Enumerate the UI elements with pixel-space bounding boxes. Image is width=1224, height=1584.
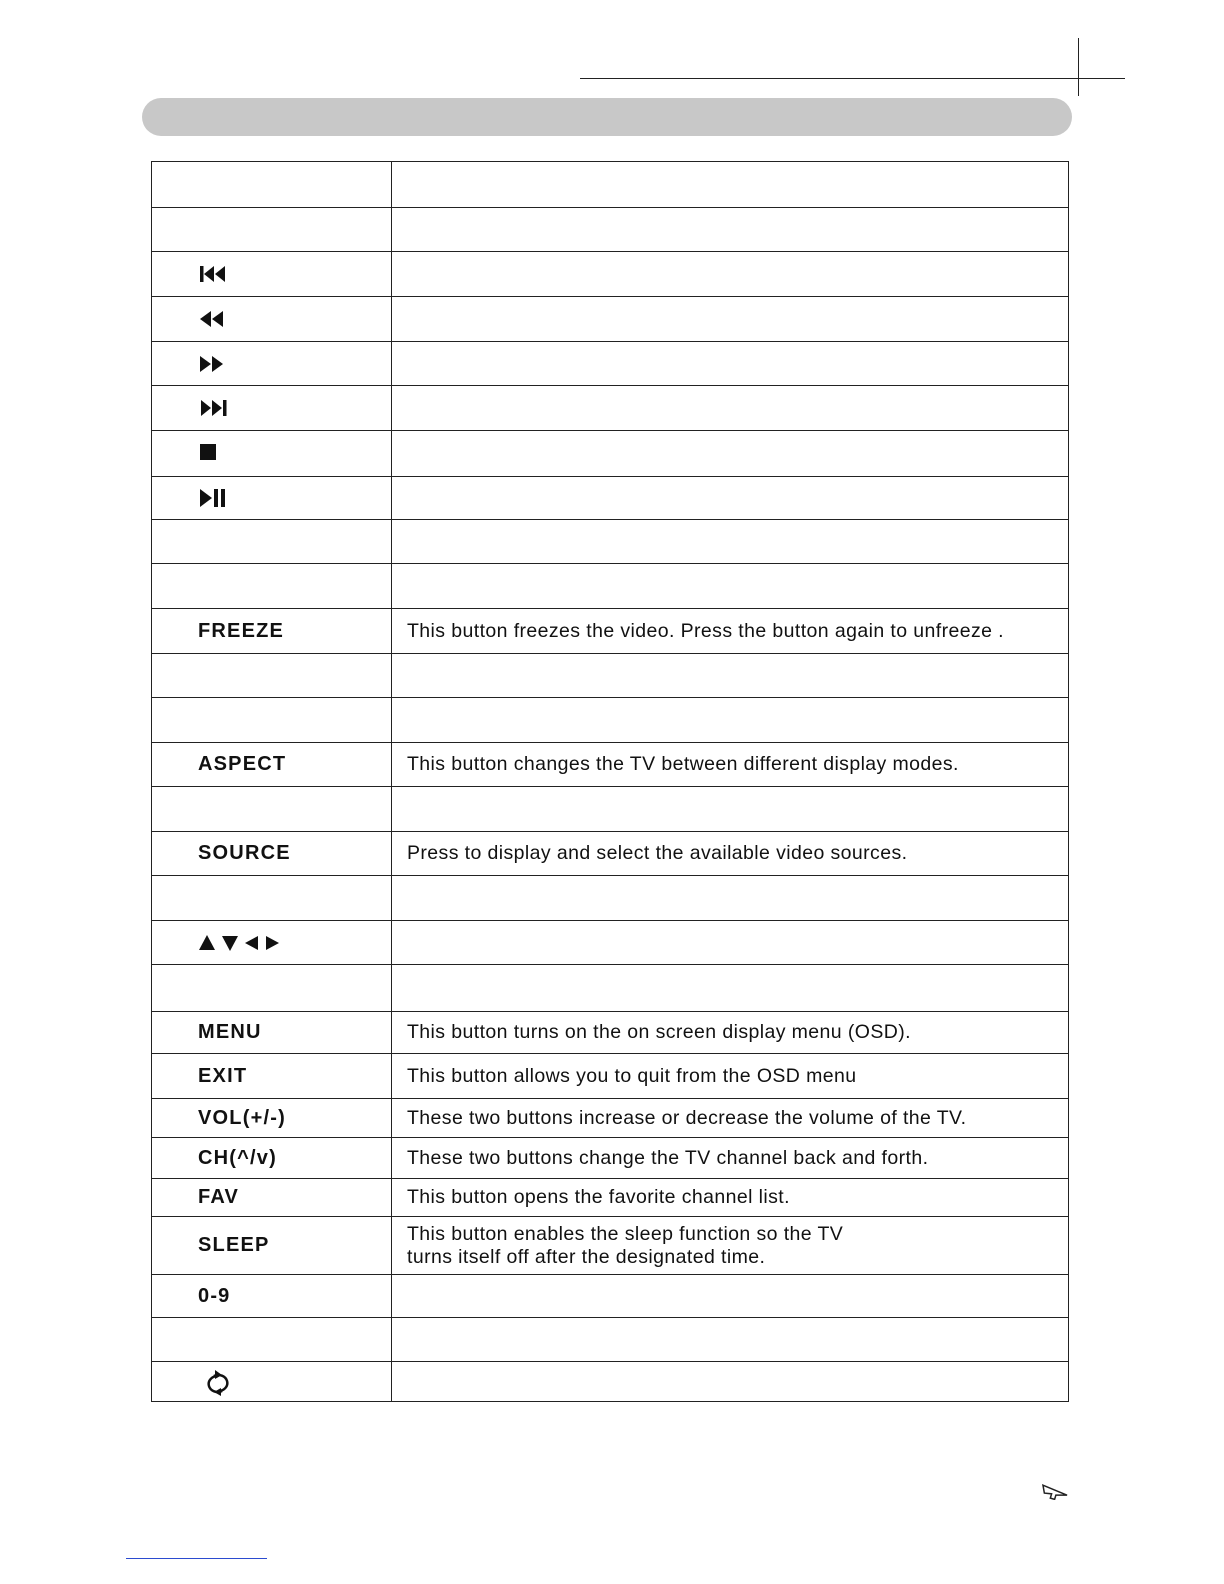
table-row <box>152 608 1068 653</box>
button-name: SOURCE <box>198 842 291 864</box>
table-row <box>152 162 1068 207</box>
table-row <box>152 1216 1068 1274</box>
button-description <box>407 876 1052 920</box>
button-name <box>198 386 230 430</box>
button-name <box>198 921 284 964</box>
button-description <box>407 654 1052 697</box>
button-name: FAV <box>198 1186 240 1208</box>
button-description: This button allows you to quit from the OSD menu <box>407 1064 857 1087</box>
button-description <box>407 564 1052 608</box>
button-name <box>198 1362 238 1403</box>
remote-buttons-table <box>151 161 1069 1402</box>
button-name: FREEZE <box>198 619 285 642</box>
button-description <box>407 1362 1052 1403</box>
button-name: VOL(+/-) <box>198 1106 286 1129</box>
table-row <box>152 1274 1068 1317</box>
button-description <box>407 342 1052 385</box>
button-name: ASPECT <box>198 753 287 775</box>
button-description <box>407 252 1052 296</box>
fast-forward-icon <box>198 354 226 374</box>
table-row <box>152 207 1068 251</box>
header-rule <box>580 78 1125 79</box>
button-description: Press to display and select the available video sources. <box>407 842 908 864</box>
table-row <box>152 1178 1068 1216</box>
button-description <box>407 477 1052 519</box>
button-name <box>198 252 228 296</box>
skip-next-icon <box>198 398 230 418</box>
mouse-cursor-icon <box>1042 1480 1070 1500</box>
button-description: This button opens the favorite channel list. <box>407 1186 790 1208</box>
table-row <box>152 1011 1068 1053</box>
table-row <box>152 476 1068 519</box>
button-description <box>407 520 1052 563</box>
table-row <box>152 1317 1068 1361</box>
table-row <box>152 563 1068 608</box>
button-name: CH(^/v) <box>198 1146 277 1169</box>
button-name <box>198 431 218 476</box>
button-name: EXIT <box>198 1064 248 1087</box>
crop-mark <box>1078 38 1079 96</box>
table-row <box>152 1361 1068 1403</box>
button-description <box>407 431 1052 476</box>
table-row <box>152 430 1068 476</box>
table-row <box>152 920 1068 964</box>
button-description <box>407 208 1052 251</box>
table-row <box>152 964 1068 1011</box>
table-row <box>152 786 1068 831</box>
button-description <box>407 965 1052 1011</box>
stop-icon <box>198 444 218 464</box>
table-row <box>152 519 1068 563</box>
button-description <box>407 1275 1052 1317</box>
button-description: This button freezes the video. Press the button again to unfreeze . <box>407 619 1004 642</box>
button-description: These two buttons increase or decrease the volume of the TV. <box>407 1106 967 1129</box>
table-row <box>152 385 1068 430</box>
arrow-keys-icon <box>198 933 284 953</box>
button-description: This button enables the sleep function so the TV turns itself off after the designated time. <box>407 1222 844 1268</box>
button-description: This button changes the TV between different display modes. <box>407 753 959 775</box>
table-row <box>152 251 1068 296</box>
table-row <box>152 1137 1068 1178</box>
table-row <box>152 831 1068 875</box>
button-description <box>407 1318 1052 1361</box>
table-row <box>152 296 1068 341</box>
table-row <box>152 341 1068 385</box>
table-row <box>152 697 1068 742</box>
button-description <box>407 921 1052 964</box>
button-name <box>198 477 228 519</box>
button-name: SLEEP <box>198 1234 270 1256</box>
button-description <box>407 297 1052 341</box>
button-description <box>407 386 1052 430</box>
button-name <box>198 297 226 341</box>
button-name: 0-9 <box>198 1284 231 1307</box>
table-row <box>152 1098 1068 1137</box>
section-banner <box>142 98 1072 136</box>
footer-link-underline <box>126 1558 267 1559</box>
rewind-icon <box>198 309 226 329</box>
table-row <box>152 1053 1068 1098</box>
skip-previous-icon <box>198 264 228 284</box>
button-name: MENU <box>198 1021 262 1043</box>
button-description: This button turns on the on screen display menu (OSD). <box>407 1021 911 1043</box>
button-description <box>407 787 1052 831</box>
button-description <box>407 698 1052 742</box>
button-name <box>198 342 226 385</box>
button-description: These two buttons change the TV channel back and forth. <box>407 1146 929 1169</box>
table-row <box>152 875 1068 920</box>
table-row <box>152 653 1068 697</box>
button-description <box>407 162 1052 207</box>
recall-icon <box>198 1369 238 1397</box>
play-pause-icon <box>198 487 228 509</box>
table-row <box>152 742 1068 786</box>
